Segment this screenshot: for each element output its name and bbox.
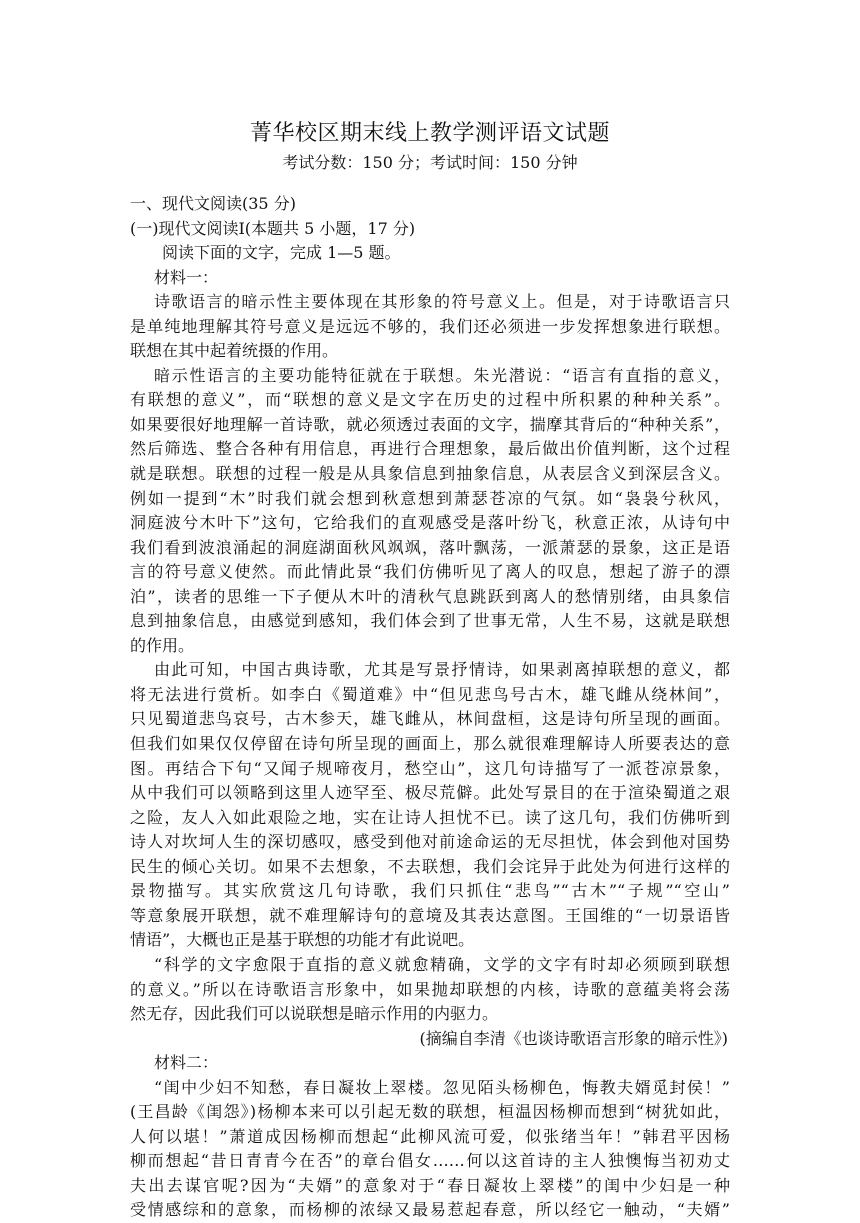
text-line: 联想在其中起着统摄的作用。 [130, 341, 339, 361]
text-line: 例如一提到“木”时我们就会想到秋意想到萧瑟苍凉的气氛。如“袅袅兮秋风， [130, 488, 730, 508]
text-line: 暗示性语言的主要功能特征就在于联想。朱光潜说：“语言有直指的意义， [154, 365, 730, 385]
text-line: 只见蜀道悲鸟哀号，古木参天，雄飞雌从，林间盘桓，这是诗句所呈现的画面。 [130, 709, 730, 729]
text-line: 的作用。 [130, 635, 195, 655]
text-line: 柳而想起“昔日青青今在否”的章台倡女……何以这首诗的主人独懊悔当初劝丈 [130, 1151, 730, 1171]
page-title: 菁华校区期末线上教学测评语文试题 [249, 121, 610, 146]
text-line: 由此可知，中国古典诗歌，尤其是写景抒情诗，如果剥离掉联想的意义，都 [154, 660, 730, 680]
text-line: 诗歌语言的暗示性主要体现在其形象的符号意义上。但是，对于诗歌语言只 [154, 292, 730, 312]
material-label: 材料一： [154, 267, 219, 287]
text-line: 将无法进行赏析。如李白《蜀道难》中“但见悲鸟号古木，雄飞雌从绕林间”， [130, 684, 730, 704]
text-line: 等意象展开联想，就不难理解诗句的意境及其表达意图。王国维的“一切景语皆 [130, 905, 730, 925]
text-line: 有联想的意义”，而“联想的意义是文字在历史的过程中所积累的种种关系”。 [130, 390, 730, 410]
text-line: 泊”，读者的思维一下子便从木叶的清秋气息跳跃到离人的愁情别绪，由具象信 [130, 586, 730, 606]
text-line: 洞庭波兮木叶下”这句，它给我们的直观感受是落叶纷飞，秋意正浓，从诗句中 [130, 513, 730, 533]
text-line: 之险，友人入如此艰险之地，实在让诗人担忧不已。读了这几句，我们仿佛听到 [130, 807, 730, 827]
section-heading: 一、现代文阅读(35 分) [130, 194, 296, 213]
text-line: (王昌龄《闺怨》)杨柳本来可以引起无数的联想，桓温因杨柳而想到“树犹如此， [130, 1102, 730, 1122]
text-line: 从中我们可以领略到这里人迹罕至、极尽荒僻。此处写景目的在于渲染蜀道之艰 [130, 783, 730, 803]
text-line: 诗人对坎坷人生的深切感叹，感受到他对前途命运的无尽担忧，体会到他对国势 [130, 832, 730, 852]
text-line: 言的符号意义使然。而此情此景“我们仿佛听见了离人的叹息，想起了游子的漂 [130, 562, 730, 582]
text-line: 我们看到波浪涌起的洞庭湖面秋风飒飒，落叶飘荡，一派萧瑟的景象，这正是语 [130, 537, 730, 557]
material-label: 材料二： [154, 1053, 219, 1073]
text-line: 受情感综和的意象，而杨柳的浓绿又最易惹起春意，所以经它一触动，“夫婿” [130, 1200, 730, 1220]
text-line: “科学的文字愈限于直指的意义就愈精确，文学的文字有时却必须顾到联想 [154, 954, 730, 974]
text-line: 是单纯地理解其符号意义是远远不够的，我们还必须进一步发挥想象进行联想。 [130, 316, 730, 336]
instruction: 阅读下面的文字，完成 1—5 题。 [162, 243, 401, 263]
text-line: 景物描写。其实欣赏这几句诗歌，我们只抓住“悲鸟”“古木”“子规”“空山” [130, 881, 730, 901]
exam-info: 考试分数：150 分；考试时间：150 分钟 [282, 153, 578, 172]
document-body [130, 192, 730, 1223]
source-citation: (摘编自李清《也谈诗歌语言形象的暗示性》) [419, 1028, 728, 1048]
text-line: 的意义。”所以在诗歌语言形象中，如果抛却联想的内核，诗歌的意蕴美将会荡 [130, 979, 730, 999]
text-line: 图。再结合下句“又闻子规啼夜月，愁空山”，这几句诗描写了一派苍凉景象， [130, 758, 730, 778]
text-line: 如果要很好地理解一首诗歌，就必须透过表面的文字，揣摩其背后的“种种关系”， [130, 414, 730, 434]
text-line: 情语”，大概也正是基于联想的功能才有此说吧。 [130, 930, 475, 950]
text-line: 但我们如果仅仅停留在诗句所呈现的画面上，那么就很难理解诗人所要表达的意 [130, 734, 730, 754]
text-line: 夫出去谋官呢?因为“夫婿”的意象对于“春日凝妆上翠楼”的闺中少妇是一种 [130, 1175, 730, 1195]
text-line: 然无存，因此我们可以说联想是暗示作用的内驱力。 [130, 1004, 499, 1024]
text-line: 然后筛选、整合各种有用信息，再进行合理想象，最后做出价值判断，这个过程 [130, 439, 730, 459]
text-line: 息到抽象信息，由感觉到感知，我们体会到了世事无常，人生不易，这就是联想 [130, 611, 730, 631]
subsection-heading: (一)现代文阅读Ⅰ(本题共 5 小题，17 分) [130, 218, 416, 238]
text-line: “闺中少妇不知愁，春日凝妆上翠楼。忽见陌头杨柳色，悔教夫婿觅封侯！” [154, 1077, 730, 1097]
text-line: 就是联想。联想的过程一般是从具象信息到抽象信息，从表层含义到深层含义。 [130, 464, 730, 484]
text-line: 民生的倾心关切。如果不去想象，不去联想，我们会诧异于此处为何进行这样的 [130, 856, 730, 876]
text-line: 人何以堪！”萧道成因杨柳而想起“此柳风流可爱，似张绪当年！”韩君平因杨 [130, 1126, 730, 1146]
